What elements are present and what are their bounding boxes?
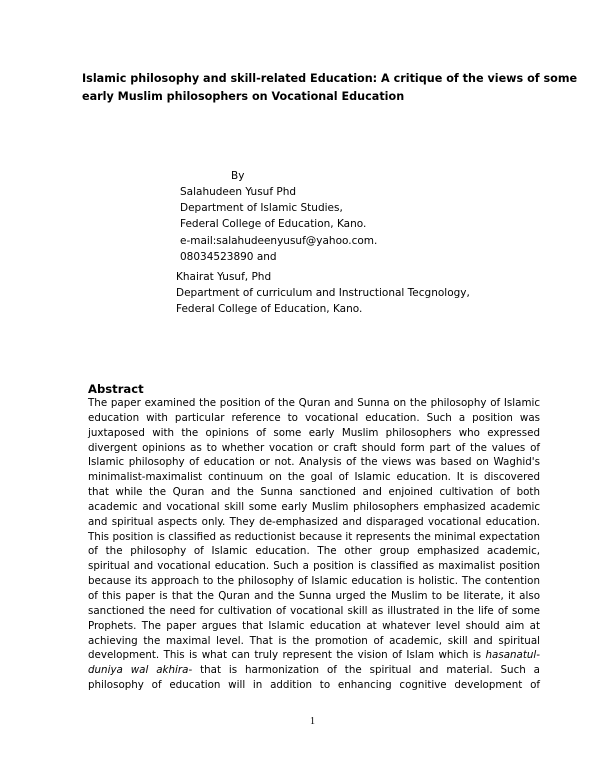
author-2-block	[176, 269, 470, 318]
abstract-italic-term-2: duniya wal akhira-	[88, 664, 193, 677]
byline: By	[231, 170, 245, 182]
author-1-block	[180, 184, 377, 265]
abstract-italic-term-1: hasanatul-	[485, 649, 540, 662]
abstract-line: academic and vocational skill some early Muslim philosophers emphasized academic	[88, 500, 540, 513]
abstract-line: Prophets. The paper argues that Islamic education at whatever level should aim at	[88, 619, 540, 632]
abstract-line: of the philosophy of Islamic education. The other group emphasized academic,	[88, 545, 540, 558]
abstract-line: spiritual and vocational education. Such a position is classified as maximalist position	[88, 560, 540, 573]
abstract-line: education with particular reference to vocational education. Such a position was	[88, 411, 540, 424]
abstract-line: This position is classified as reductionist because it represents the minimal expectation	[88, 530, 540, 543]
abstract-line: juxtaposed with the opinions of some early Muslim philosophers who expressed	[88, 426, 540, 439]
abstract-line: achieving the maximal level. That is the promotion of academic, skill and spiritual	[88, 634, 540, 647]
page-number: 1	[310, 716, 315, 727]
abstract-line: Islamic philosophy of education or not. Analysis of the views was based on Waghid's	[88, 456, 540, 469]
abstract-line: sanctioned the need for cultivation of vocational skill as illustrated in the life of some	[88, 604, 540, 617]
author-1-name: Salahudeen Yusuf Phd	[180, 186, 297, 198]
author-1-institution: Federal College of Education, Kano.	[180, 218, 367, 231]
abstract-line: that while the Quran and the Sunna sanctioned and enjoined cultivation of both	[88, 486, 540, 499]
abstract-line-18	[88, 648, 540, 663]
abstract-body	[88, 396, 540, 693]
paper-title-line-2: early Muslim philosophers on Vocational Education	[82, 90, 405, 103]
paper-title	[82, 70, 578, 106]
abstract-line: philosophy of education will in addition to enhancing cognitive development of	[88, 679, 540, 692]
abstract-line: because its approach to the philosophy of Islamic education is holistic. The contention	[88, 575, 540, 588]
author-1-email: e-mail:salahudeenyusuf@yahoo.com.	[180, 234, 378, 247]
abstract-line: of this paper is that the Quran and the Sunna urged the Muslim to be literate, it also	[88, 589, 540, 602]
paper-title-line-1: Islamic philosophy and skill-related Education: A critique of the views of some	[82, 72, 578, 85]
abstract-line: minimalist-maximalist continuum on the goal of Islamic education. It is discovered	[88, 471, 540, 484]
author-2-name: Khairat Yusuf, Phd	[176, 271, 272, 283]
abstract-line-18-text: development. This is what can truly represent the vision of Islam which is	[88, 649, 486, 662]
abstract-heading: Abstract	[88, 382, 144, 396]
abstract-line-19-text: that is harmonization of the spiritual and material. Such a	[192, 664, 540, 677]
abstract-line: and spiritual aspects only. They de-emphasized and disparaged vocational education.	[88, 515, 540, 528]
author-2-department: Department of curriculum and Instructional Tecgnology,	[176, 287, 470, 300]
author-2-institution: Federal College of Education, Kano.	[176, 303, 363, 316]
abstract-line: The paper examined the position of the Quran and Sunna on the philosophy of Islamic	[88, 397, 540, 409]
author-1-phone: 08034523890 and	[180, 250, 277, 263]
abstract-line-19	[88, 663, 540, 678]
author-1-department: Department of Islamic Studies,	[180, 202, 343, 215]
abstract-line: divergent opinions as to whether vocation or craft should form part of the values of	[88, 441, 540, 454]
